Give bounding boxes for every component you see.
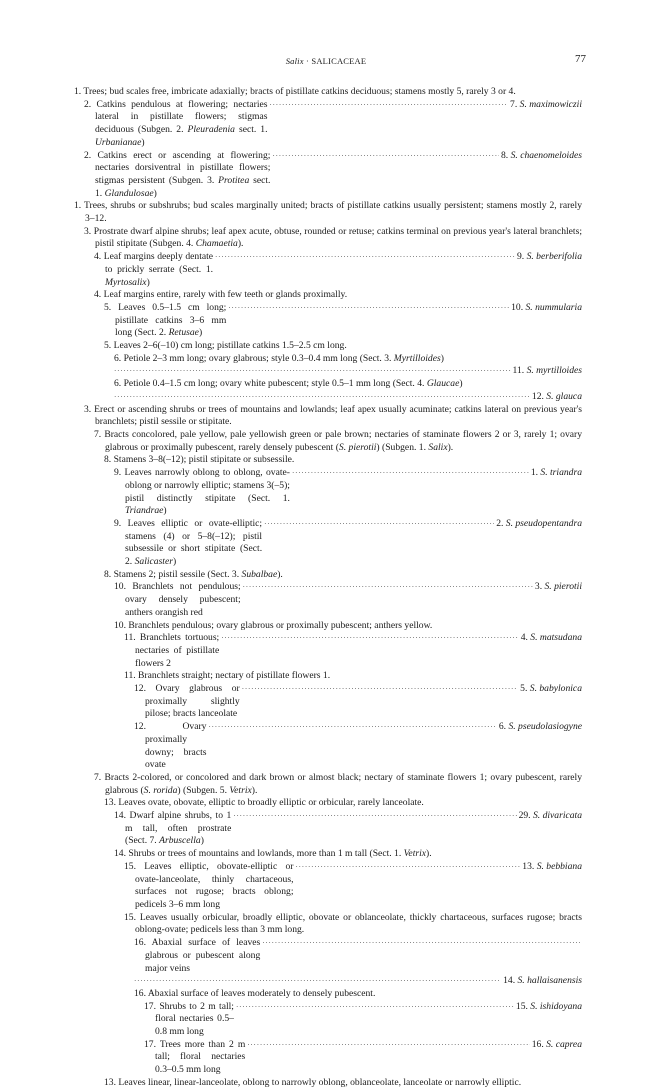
key-lead-9b bbox=[74, 518, 582, 569]
key-lead-4a bbox=[74, 251, 582, 289]
key-lead-3a bbox=[74, 226, 582, 251]
header-family: SALICACEAE bbox=[311, 56, 367, 66]
key-lead-text: 12. Ovary proximally downy; bracts ovate bbox=[134, 721, 207, 771]
key-lead-text: 2. Catkins pendulous at flowering; nectaries lateral in pistillate flowers; stigmas deciduous (Subgen. 2. Pleuradenia sect. 1. Urbanianae) bbox=[84, 98, 268, 148]
key-lead-14a bbox=[74, 810, 582, 848]
key-lead-12b bbox=[74, 721, 582, 772]
leader-dots bbox=[215, 251, 515, 264]
key-lead-1a bbox=[74, 86, 582, 99]
key-lead-text: 10. Branchlets not pendulous; ovary densely pubescent; anthers orangish red bbox=[114, 581, 241, 618]
key-result: 12. S. glauca bbox=[531, 390, 582, 402]
leader-dots bbox=[236, 1001, 514, 1014]
key-lead-6a-result-line bbox=[74, 365, 582, 378]
key-lead-7a bbox=[74, 429, 582, 454]
key-lead-text: 13. Leaves linear, linear-lanceolate, oblong to narrowly oblong, oblanceolate, lanceolate or narrowly elliptic. bbox=[104, 1076, 522, 1088]
key-lead-11a bbox=[74, 632, 582, 670]
key-lead-3b bbox=[74, 404, 582, 429]
key-lead-text: 5. Leaves 2–6(–10) cm long; pistillate catkins 1.5–2.5 cm long. bbox=[104, 340, 347, 352]
key-lead-13a bbox=[74, 797, 582, 810]
key-lead-8a bbox=[74, 454, 582, 467]
key-lead-6a bbox=[74, 353, 582, 366]
key-lead-2b bbox=[74, 150, 582, 201]
leader-dots bbox=[228, 302, 509, 315]
key-lead-text: 12. Ovary glabrous or proximally slightly pilose; bracts lanceolate bbox=[134, 683, 240, 720]
key-lead-5a bbox=[74, 302, 582, 340]
key-result: 7. S. maximowiczii bbox=[510, 98, 582, 110]
key-lead-16b bbox=[74, 988, 582, 1001]
key-lead-text: 3. Erect or ascending shrubs or trees of mountains and lowlands; leaf apex usually acuminate; catkins lateral on previous year's branchlets; pistil sessile or stipitate. bbox=[84, 403, 582, 428]
key-lead-text: 9. Leaves elliptic or ovate-elliptic; stamens (4) or 5–8(–12); pistil subsessile or short stipitate (Sect. 2. Salicaster) bbox=[114, 517, 263, 568]
key-lead-text: 16. Abaxial surface of leaves moderately to densely pubescent. bbox=[134, 987, 376, 999]
header-separator: · bbox=[303, 56, 312, 66]
leader-dots bbox=[242, 683, 518, 696]
key-result: 13. S. bebbiana bbox=[522, 860, 582, 872]
key-lead-16a-result-line bbox=[74, 975, 582, 988]
leader-dots bbox=[208, 721, 496, 734]
key-result: 3. S. pierotii bbox=[534, 581, 582, 593]
page-number: 77 bbox=[575, 53, 586, 65]
key-result: 14. S. hallaisanensis bbox=[503, 975, 582, 987]
key-lead-text: 16. Abaxial surface of leaves glabrous or pubescent along major veins bbox=[134, 937, 261, 974]
key-result: 10. S. nummularia bbox=[511, 301, 582, 313]
key-lead-11b bbox=[74, 670, 582, 683]
key-lead-12a bbox=[74, 683, 582, 721]
key-lead-1b bbox=[74, 200, 582, 225]
key-lead-text: 6. Petiole 0.4–1.5 cm long; ovary white pubescent; style 0.5–1 mm long (Sect. 4. Glaucae) bbox=[114, 378, 463, 390]
leader-dots bbox=[114, 391, 530, 404]
key-lead-4b bbox=[74, 289, 582, 302]
leader-dots bbox=[270, 99, 509, 112]
key-lead-text: 7. Bracts concolored, pale yellow, pale yellowish green or pale brown; nectaries of staminate flowers 2 or 3, rarely 1; ovary glabrous or proximally pubescent, rarely densely pubescent (S. pierotii) (Subgen. 1. Salix). bbox=[94, 428, 582, 453]
key-lead-text: 5. Leaves 0.5–1.5 cm long; pistillate catkins 3–6 mm long (Sect. 2. Retusae) bbox=[104, 301, 227, 339]
key-lead-14b bbox=[74, 848, 582, 861]
leader-dots bbox=[114, 365, 511, 378]
key-lead-text: 17. Trees more than 2 m tall; floral nectaries 0.3–0.5 mm long bbox=[144, 1038, 246, 1076]
key-lead-6b bbox=[74, 378, 582, 391]
leader-dots bbox=[134, 975, 501, 988]
key-lead-text: 2. Catkins erect or ascending at flowering; nectaries dorsiventral in pistillate flowers; stigmas persistent (Subgen. 3. Protitea sect. 1. Glandulosae) bbox=[84, 149, 271, 199]
key-lead-text: 6. Petiole 2–3 mm long; ovary glabrous; style 0.3–0.4 mm long (Sect. 3. Myrtilloides) bbox=[114, 352, 444, 364]
key-lead-text: 4. Leaf margins entire, rarely with few teeth or glands proximally. bbox=[94, 289, 348, 301]
leader-dots bbox=[233, 810, 516, 823]
key-result: 1. S. triandra bbox=[530, 467, 582, 479]
identification-key bbox=[74, 86, 582, 1090]
key-lead-text: 8. Stamens 3–8(–12); pistil stipitate or subsessile. bbox=[104, 454, 295, 466]
key-lead-2a bbox=[74, 99, 582, 150]
key-lead-13b bbox=[74, 1077, 582, 1090]
key-lead-text: 13. Leaves ovate, obovate, elliptic to broadly elliptic or orbicular, rarely lanceolate. bbox=[104, 797, 424, 809]
key-result: 4. S. matsudana bbox=[520, 632, 582, 644]
key-result: 15. S. ishidoyana bbox=[515, 1000, 582, 1012]
header-genus: Salix bbox=[285, 56, 304, 66]
key-lead-text: 7. Bracts 2-colored, or concolored and dark brown or almost black; nectary of staminate flowers 1; ovary pubescent, rarely glabrous (S. rorida) (Subgen. 5. Vetrix). bbox=[94, 771, 582, 796]
key-lead-17a bbox=[74, 1001, 582, 1039]
key-lead-text: 14. Shrubs or trees of mountains and lowlands, more than 1 m tall (Sect. 1. Vetrix). bbox=[114, 848, 432, 860]
key-result: 2. S. pseudopentandra bbox=[496, 517, 582, 529]
key-lead-text: 1. Trees; bud scales free, imbricate adaxially; bracts of pistillate catkins deciduous; stamens mostly 5, rarely 3 or 4. bbox=[74, 86, 516, 97]
leader-dots bbox=[243, 581, 533, 594]
key-lead-text: 11. Branchlets tortuous; nectaries of pistillate flowers 2 bbox=[124, 632, 220, 669]
key-lead-text: 3. Prostrate dwarf alpine shrubs; leaf apex acute, obtuse, rounded or retuse; catkins terminal on previous year's lateral branchlets; pistil stipitate (Subgen. 4. Chamaetia). bbox=[84, 225, 582, 250]
key-lead-text: 4. Leaf margins deeply dentate to prickly serrate (Sect. 1. Myrtosalix) bbox=[94, 251, 214, 288]
key-lead-9a bbox=[74, 467, 582, 518]
key-lead-10a bbox=[74, 581, 582, 619]
key-lead-7b bbox=[74, 772, 582, 797]
leader-dots bbox=[262, 937, 580, 950]
key-lead-10b bbox=[74, 620, 582, 633]
key-lead-text: 15. Leaves elliptic, obovate-elliptic or ovate-lanceolate, thinly chartaceous, surfaces not rugose; bracts oblong; pedicels 3–6 mm long bbox=[124, 860, 294, 910]
key-lead-text: 8. Stamens 2; pistil sessile (Sect. 3. Subalbae). bbox=[104, 568, 283, 580]
key-result: 5. S. babylonica bbox=[520, 683, 582, 695]
leader-dots bbox=[272, 150, 499, 163]
key-lead-5b bbox=[74, 340, 582, 353]
key-lead-text: 11. Branchlets straight; nectary of pistillate flowers 1. bbox=[124, 670, 331, 682]
key-lead-text: 10. Branchlets pendulous; ovary glabrous or proximally pubescent; anthers yellow. bbox=[114, 619, 433, 631]
key-lead-text: 9. Leaves narrowly oblong to oblong, ovate-oblong or narrowly elliptic; stamens 3(–5); pistil distinctly stipitate (Sect. 1. Triandrae) bbox=[114, 467, 290, 517]
leader-dots bbox=[247, 1039, 529, 1052]
key-lead-text: 17. Shrubs to 2 m tall; floral nectaries 0.5–0.8 mm long bbox=[144, 1000, 234, 1038]
key-lead-text: 14. Dwarf alpine shrubs, to 1 m tall, often prostrate (Sect. 7. Arbuscella) bbox=[114, 810, 232, 847]
key-lead-8b bbox=[74, 569, 582, 582]
leader-dots bbox=[295, 861, 520, 874]
key-result: 8. S. chaenomeloides bbox=[501, 149, 582, 161]
key-lead-15b bbox=[74, 912, 582, 937]
leader-dots bbox=[264, 518, 494, 531]
key-result: 6. S. pseudolasiogyne bbox=[498, 721, 582, 733]
key-result: 9. S. berberifolia bbox=[516, 251, 582, 263]
key-lead-text: 15. Leaves usually orbicular, broadly elliptic, obovate or oblanceolate, thickly chartaceous, surfaces rugose; bracts oblong-ovate; pedicels less than 3 mm long. bbox=[124, 911, 582, 936]
key-result: 16. S. caprea bbox=[531, 1038, 582, 1050]
key-result: 11. S. myrtilloides bbox=[512, 365, 582, 377]
key-lead-16a bbox=[74, 937, 582, 975]
key-result: 29. S. divaricata bbox=[518, 810, 582, 822]
key-lead-6b-result-line bbox=[74, 391, 582, 404]
leader-dots bbox=[292, 467, 529, 480]
key-lead-17b bbox=[74, 1039, 582, 1077]
leader-dots bbox=[221, 632, 518, 645]
key-lead-15a bbox=[74, 861, 582, 912]
running-header bbox=[0, 56, 652, 70]
key-lead-text: 1. Trees, shrubs or subshrubs; bud scales marginally united; bracts of pistillate catkins usually persistent; stamens mostly 2, rarely 3–12. bbox=[74, 200, 582, 225]
